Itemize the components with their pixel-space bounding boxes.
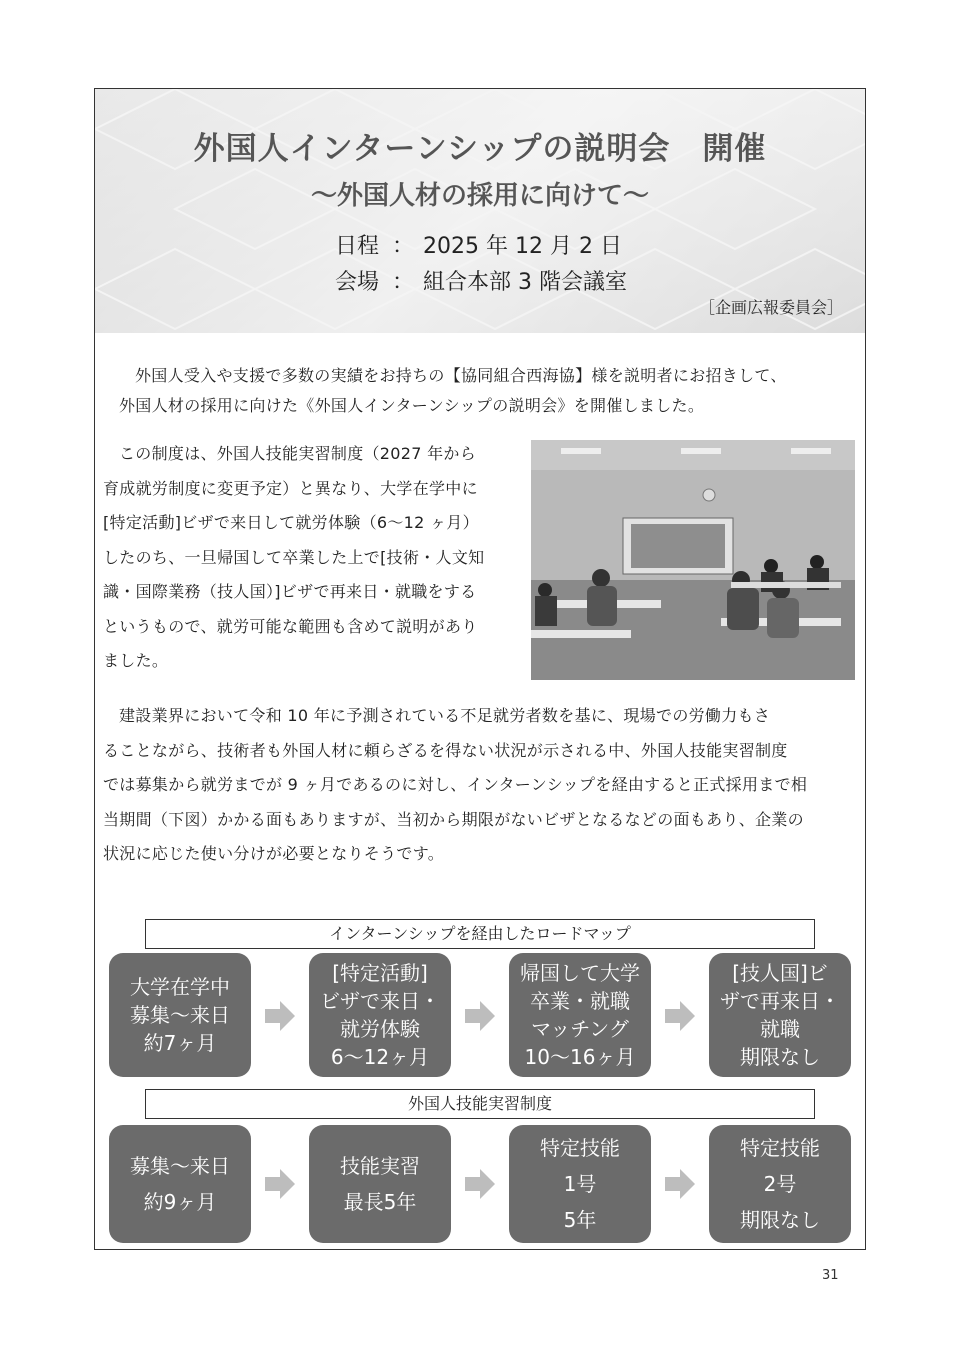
roadmap-step-line: [特定活動] <box>332 961 428 985</box>
roadmap-step-2 <box>309 953 451 1077</box>
trainee-step-line: 最長5年 <box>343 1190 417 1214</box>
trainee-step-4 <box>709 1125 851 1243</box>
roadmap-step-line: 期限なし <box>740 1045 820 1069</box>
roadmap-step-line: 約7ヶ月 <box>143 1031 217 1055</box>
venue-label: 会場 <box>335 270 380 295</box>
roadmap-step-4 <box>709 953 851 1077</box>
paragraph-3-line: 当期間（下図）かかる面もありますが、当初から期限がないビザとなるなどの面もあり、企業の <box>103 809 804 829</box>
venue-colon: ： <box>391 270 414 295</box>
roadmap-step-line: 就職 <box>760 1017 800 1041</box>
paragraph-3-line: ることながら、技術者も外国人材に頼らざるを得ない状況が示される中、外国人技能実習制度 <box>103 740 788 760</box>
trainee-step-line: 5年 <box>563 1208 597 1232</box>
arrow-right-icon <box>265 1169 295 1199</box>
seminar-photo <box>531 440 855 680</box>
roadmap-step-line: ザで再来日・ <box>720 989 840 1013</box>
paragraph-2-line: したのち、一旦帰国して卒業した上で[技術・人文知 <box>103 547 485 567</box>
paragraph-2-line: ました。 <box>103 651 169 670</box>
department-credit: ［企画広報委員会］ <box>698 298 843 317</box>
paragraph-2-line: というもので、就労可能な範囲も含めて説明があり <box>103 616 478 636</box>
trainee-title: 外国人技能実習制度 <box>145 1089 815 1119</box>
trainee-step-line: 技能実習 <box>340 1154 420 1178</box>
paragraph-2-line: この制度は、外国人技能実習制度（2027 年から <box>119 444 477 463</box>
article-subtitle: ～外国人材の採用に向けて～ <box>310 181 649 211</box>
trainee-step-2 <box>309 1125 451 1243</box>
paragraph-1-line: 外国人受入や支援で多数の実績をお持ちの【協同組合西海協】様を説明者にお招きして、 <box>135 366 787 385</box>
roadmap-step-line: 卒業・就職 <box>530 989 630 1013</box>
roadmap-step-line: [技人国]ビ <box>732 961 828 985</box>
seminar-scene-illustration <box>531 440 855 680</box>
article-header <box>95 89 865 333</box>
trainee-step-1 <box>109 1125 251 1243</box>
roadmap-step-1 <box>109 953 251 1077</box>
paragraph-2-line: [特定活動]ビザで来日して就労体験（6～12 ヶ月） <box>103 513 479 532</box>
roadmap-step-line: 募集～来日 <box>130 1003 230 1027</box>
trainee-step-line: 募集～来日 <box>130 1154 230 1178</box>
paragraph-2 <box>103 437 523 679</box>
article-frame <box>94 88 866 1250</box>
arrow-right-icon <box>665 1169 695 1199</box>
paragraph-3-line: 建設業界において令和 10 年に予測されている不足就労者数を基に、現場での労働力もさ <box>119 706 771 725</box>
venue-row <box>335 265 627 296</box>
roadmap-step-3 <box>509 953 651 1077</box>
trainee-step-line: 2号 <box>763 1172 797 1196</box>
venue-value: 組合本部 3 階会議室 <box>423 270 627 295</box>
roadmap-step-line: マッチング <box>531 1017 629 1041</box>
trainee-step-line: 特定技能 <box>540 1136 620 1160</box>
roadmap-step-line: 帰国して大学 <box>520 961 640 985</box>
roadmap-step-line: 就労体験 <box>340 1017 420 1041</box>
roadmap-step-line: 10～16ヶ月 <box>524 1045 636 1069</box>
roadmap-step-line: ビザで来日・ <box>320 989 440 1013</box>
schedule-value: 2025 年 12 月 2 日 <box>423 234 622 259</box>
article-title: 外国人インターンシップの説明会 開催 <box>193 131 767 167</box>
paragraph-2-line: 育成就労制度に変更予定）と異なり、大学在学中に <box>103 478 478 498</box>
trainee-step-3 <box>509 1125 651 1243</box>
arrow-right-icon <box>465 1001 495 1031</box>
schedule-colon: ： <box>391 234 414 259</box>
schedule-row <box>335 229 622 260</box>
trainee-step-line: 特定技能 <box>740 1136 820 1160</box>
roadmap-step-line: 大学在学中 <box>130 975 230 999</box>
trainee-step-line: 約9ヶ月 <box>143 1190 217 1214</box>
arrow-right-icon <box>265 1001 295 1031</box>
paragraph-3-line: 状況に応じた使い分けが必要となりそうです。 <box>103 844 445 863</box>
paragraph-1 <box>119 361 849 421</box>
paragraph-3 <box>103 699 863 872</box>
arrow-right-icon <box>665 1001 695 1031</box>
roadmap-title: インターンシップを経由したロードマップ <box>145 919 815 949</box>
arrow-right-icon <box>465 1169 495 1199</box>
paragraph-2-line: 識・国際業務（技人国）]ビザで再来日・就職をする <box>103 582 477 601</box>
trainee-step-line: 期限なし <box>740 1208 820 1232</box>
page-number: 31 <box>822 1268 839 1283</box>
schedule-label: 日程 <box>335 234 380 259</box>
paragraph-1-line: 外国人材の採用に向けた《外国人インターンシップの説明会》を開催しました。 <box>119 396 705 415</box>
roadmap-step-line: 6～12ヶ月 <box>330 1045 430 1069</box>
trainee-step-line: 1号 <box>563 1172 597 1196</box>
paragraph-3-line: では募集から就労までが 9 ヶ月であるのに対し、インターンシップを経由すると正式採用まで相 <box>103 775 808 794</box>
